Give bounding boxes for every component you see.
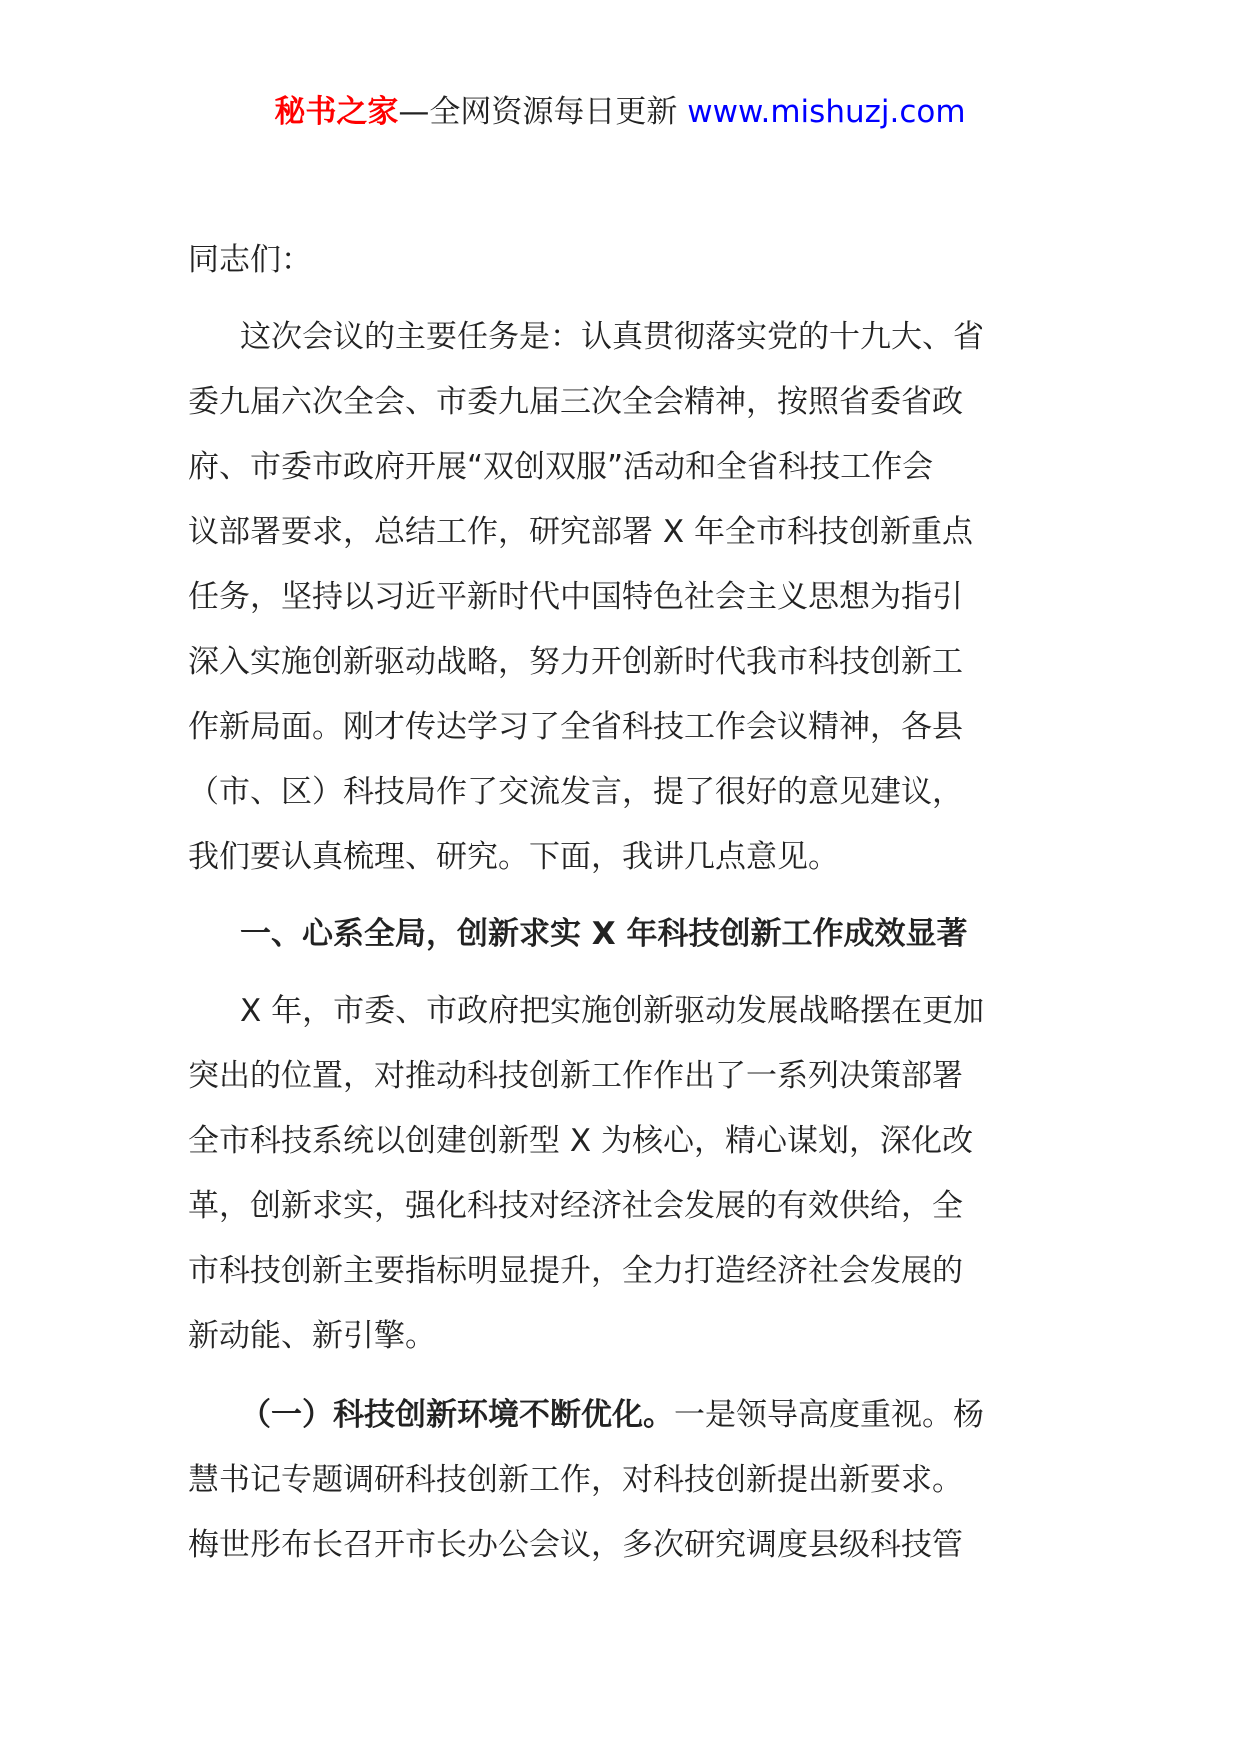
paragraph-line: 任务，坚持以习近平新时代中国特色社会主义思想为指引 [188, 579, 963, 615]
paragraph-summary [188, 979, 1052, 1369]
greeting: 同志们： [188, 242, 312, 278]
paragraph-line: 府、市委市政府开展“双创双服”活动和全省科技工作会 [188, 449, 934, 485]
paragraph-line: 梅世彤布长召开市长办公会议，多次研究调度县级科技管 [188, 1527, 963, 1563]
header-slogan: —全网资源每日更新 [398, 94, 678, 130]
paragraph-line: 革，创新求实，强化科技对经济社会发展的有效供给，全 [188, 1188, 963, 1224]
paragraph-line: 议部署要求，总结工作，研究部署 X 年全市科技创新重点 [188, 514, 973, 550]
brand-name: 秘书之家 [274, 94, 399, 130]
paragraph-line: 作新局面。刚才传达学习了全省科技工作会议精神，各县 [188, 709, 963, 745]
paragraph-line [188, 1383, 1052, 1448]
paragraph-line: 委九届六次全会、市委九届三次全会精神，按照省委省政 [188, 384, 963, 420]
paragraph-line: 这次会议的主要任务是：认真贯彻落实党的十九大、省 [240, 319, 984, 355]
paragraph-line: 我们要认真梳理、研究。下面，我讲几点意见。 [188, 839, 839, 875]
document-header [0, 92, 1240, 132]
document-body [188, 228, 1052, 1578]
paragraph-intro [188, 305, 1052, 890]
paragraph-line: 慧书记专题调研科技创新工作，对科技创新提出新要求。 [188, 1462, 963, 1498]
paragraph-environment [188, 1383, 1052, 1578]
paragraph-line: （市、区）科技局作了交流发言，提了很好的意见建议， [188, 774, 963, 810]
website-link[interactable]: www.mishuzj.com [687, 94, 966, 130]
paragraph-line: 市科技创新主要指标明显提升，全力打造经济社会发展的 [188, 1253, 963, 1289]
paragraph-line: 突出的位置，对推动科技创新工作作出了一系列决策部署 [188, 1058, 963, 1094]
section-heading: 一、心系全局，创新求实 X 年科技创新工作成效显著 [240, 916, 968, 952]
subsection-title: （一）科技创新环境不断优化。 [240, 1397, 674, 1433]
paragraph-text: 一是领导高度重视。杨 [674, 1397, 984, 1433]
paragraph-line: 新动能、新引擎。 [188, 1318, 436, 1354]
paragraph-line: 全市科技系统以创建创新型 X 为核心，精心谋划，深化改 [188, 1123, 973, 1159]
paragraph-line: X 年，市委、市政府把实施创新驱动发展战略摆在更加 [240, 993, 985, 1029]
paragraph-line: 深入实施创新驱动战略，努力开创新时代我市科技创新工 [188, 644, 963, 680]
